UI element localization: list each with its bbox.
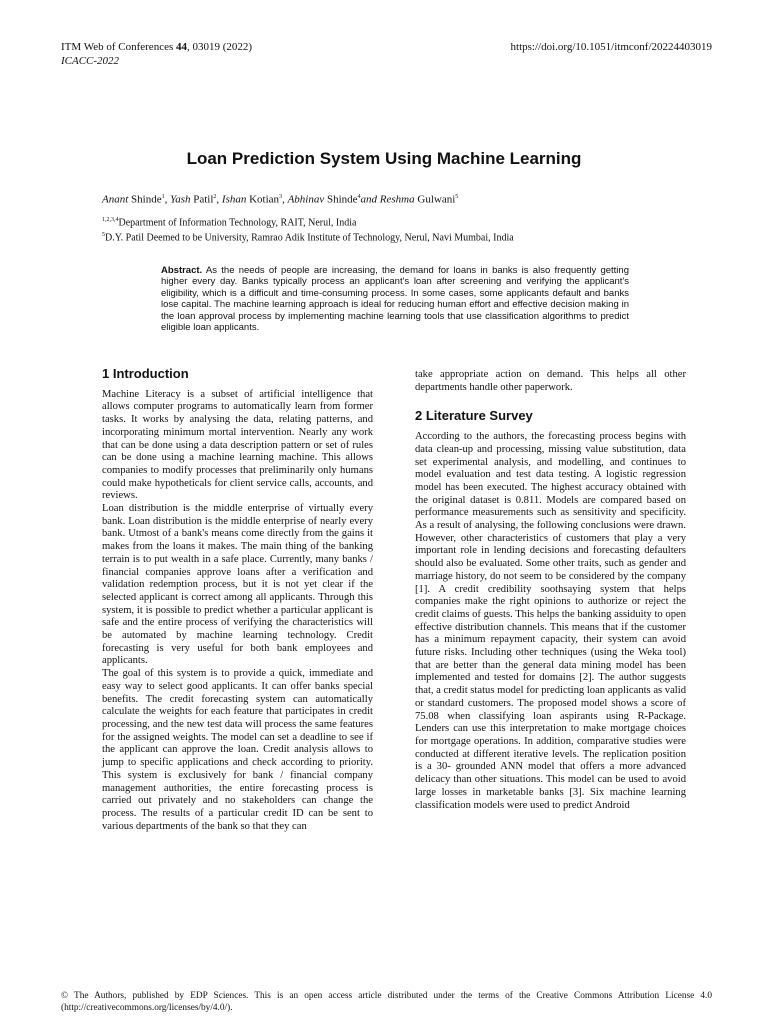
section-heading-literature-survey: 2 Literature Survey	[415, 408, 533, 424]
running-header-left	[61, 40, 252, 68]
paragraph-continuation: take appropriate action on demand. This helps all other departments handle other paperwork.	[415, 369, 686, 393]
paper-title: Loan Prediction System Using Machine Learning	[186, 149, 582, 168]
journal-volume: 44	[175, 41, 187, 53]
left-column	[102, 368, 373, 833]
section-heading-introduction: 1 Introduction	[102, 366, 189, 381]
paragraph: Loan distribution is the middle enterprise of virtually every bank. Loan distribution is the middle enterprise of nearly every bank. Utmost of a bank's means come directly from the gains it makes from the loans it makes. The main thing of the banking terrain is to put wealth in a safe place. Currently, many banks / financial companies approve loans after a verification and validation redemption process, but it is not yet clear if the selected applicant is correct among all applicants. Through this system, it is possible to predict whether a particular applicant is safe and the entire process of verifying the characteristics will be automated by machine learning technology. Credit forecasting is very useful for both bank employees and applicants.	[102, 503, 373, 667]
doi-link[interactable]: https://doi.org/10.1051/itmconf/20224403019	[510, 41, 712, 53]
abstract-text: As the needs of people are increasing, the demand for loans in banks is also frequently getting higher every day. Banks typically process an applicant's loan after screening and verifying the applicant's eligibility, which is a difficult and time-consuming process. In some cases, some applicants default and banks lose capital. The machine learning approach is ideal for reducing human effort and effective decision making in the loan approval process by implementing machine learning tools that use classification algorithms to predict eligible loan applicants.	[161, 265, 629, 334]
license-footer: © The Authors, published by EDP Sciences. This is an open access article distributed under the terms of the Creative Commons Attribution License 4.0 (http://creativecommons.org/licenses/by/4.0/).	[61, 991, 712, 1013]
affiliation-2: $^5$D.Y. Patil Deemed to be University, Ramrao Adik Institute of Technology, Nerul, Navi Mumbai, India	[102, 232, 514, 244]
paragraph: Machine Literacy is a subset of artificial intelligence that allows computer programs to automatically learn from former tasks. It works by analysing the data, relating patterns, and incorporating minimum mortal intervention. Nearly any work that can be done using a data description pattern or set of rules can be done using a machine learning machine. This allows companies to modify processes that preliminarily only humans could make hypotheticals for client service calls, accounts, and reviews.	[102, 388, 373, 502]
paragraph: The goal of this system is to provide a quick, immediate and easy way to select good applicants. It can offer banks special benefits. The credit forecasting system can automatically calculate the weights for each feature that participates in credit processing, and the new test data will process the same features for the assigned weights. The model can set a deadline to see if the applicant can approve the loan. Credit analysis allows to jump to specific applications and check according to priority. This system is exclusively for bank / financial company management authorities, the entire forecasting process is carried out privately and no stakeholders can change the process. The results of a particular credit ID can be sent to various departments of the bank so that they can	[102, 668, 373, 832]
abstract	[161, 265, 629, 333]
author-list: Anant Shinde$^1$, Yash Patil$^2$, Ishan Kotian$^3$, Abhinav Shinde$^4$and Reshma Gulwani$^5$	[102, 193, 459, 206]
paragraph: According to the authors, the forecasting process begins with data clean-up and processing, missing value substitution, data set experimental analysis, and modelling, and continues to model evaluation and test data testing. A logistic regression model has been executed. The highest accuracy obtained with the original dataset is 0.811. Models are compared based on performance measurements such as sensitivity and specificity. As a result of analysing, the following conclusions were drawn. However, other characteristics of customers that play a very important role in lending decisions and forecasting defaulters should also be evaluated. Some other traits, such as gender and marriage history, do not seem to be considered by the company [1]. A credit credibility soothsaying system that helps companies make the right opinions to authorize or reject the credit claims of guests. This helps the banking assiduity to open effective distribution channels. This means that if the customer has a minimum repayment capacity, their system can avoid future risks. Including other techniques (using the Weka tool) that are better than the general data mining model has been implemented and tested for domains [2]. The author suggests that, a credit status model for predicting loan applicants as valid or standard customers. The proposed model shows a score of 75.08 when classifying loan aspirants using R-Package. Lenders can use this interpretation to make mortgage choices for mortgage operations. In addition, comparative studies were conducted at different iterative levels. The replication position is a 30- grounded ANN model that offers a more advanced delicacy than other situations. This model can be used to avoid large losses in marketable banks [3]. Six machine learning classification models were used to predict Android	[415, 431, 686, 811]
conference-venue: ICACC-2022	[61, 55, 120, 67]
affiliation-1: $^{1,2,3,4}$Department of Information Technology, RAIT, Nerul, India	[102, 217, 357, 229]
right-column	[415, 369, 686, 812]
journal-citation: ITM Web of Conferences 44, 03019 (2022)	[61, 41, 253, 53]
abstract-label: Abstract.	[161, 265, 203, 276]
